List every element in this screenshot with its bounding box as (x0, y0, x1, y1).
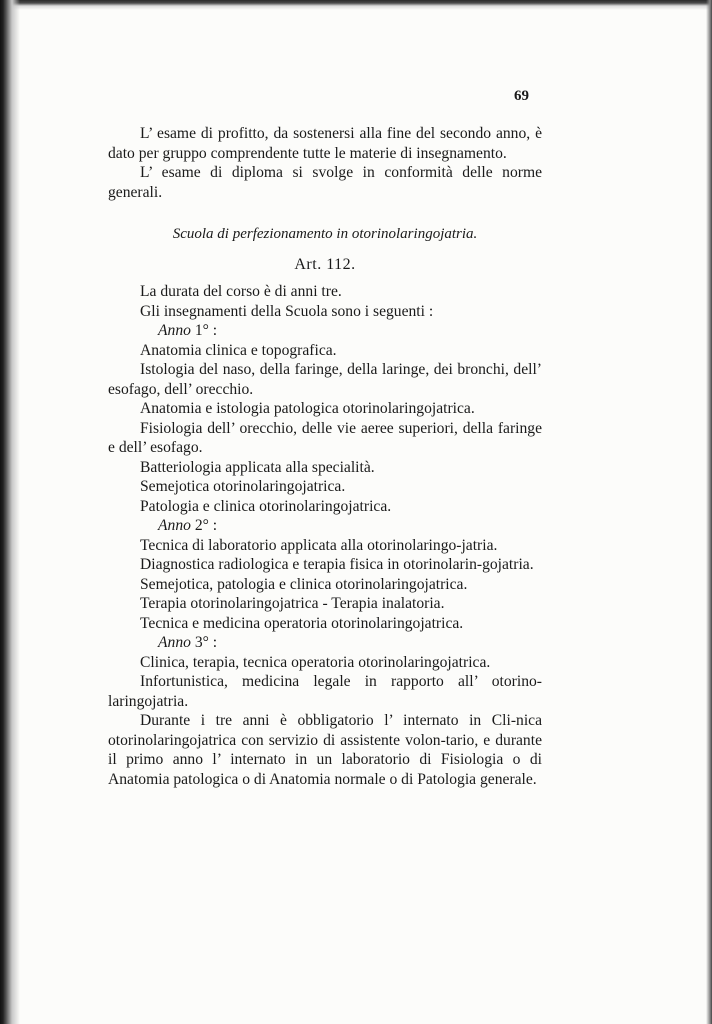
year-2-number: 2° : (194, 517, 218, 534)
list-item: Tecnica e medicina operatoria otorinolaringojatrica. (140, 614, 464, 632)
page-number: 69 (514, 88, 529, 104)
year-1-label: Anno (158, 322, 191, 339)
year-2-label: Anno (158, 517, 191, 534)
scan-right-edge (706, 0, 712, 1024)
article-intro-1: La durata del corso è di anni tre. (140, 283, 342, 300)
list-item: Anatomia e istologia patologica otorinolaringojatrica. (140, 400, 475, 417)
list-item: Semejotica otorinolaringojatrica. (140, 478, 346, 495)
article-title: Art. 112. (294, 255, 356, 273)
list-item: Terapia otorinolaringojatrica - Terapia inalatoria. (140, 595, 445, 612)
school-title: Scuola di perfezionamento in otorinolaringojatria. (172, 226, 478, 242)
year-2-heading (108, 516, 542, 536)
intro-paragraph-1: L’ esame di profitto, da sostenersi alla fine del secondo anno, è dato per gruppo comprendente tutte le materie di insegnamento. (108, 125, 542, 162)
list-item: Clinica, terapia, tecnica operatoria otorinolaringojatrica. (140, 653, 491, 671)
list-item: Fisiologia dell’ orecchio, delle vie aeree superiori, della faringe e dell’ esofago. (108, 419, 542, 456)
intro-paragraph-2: L’ esame di diploma si svolge in conformità delle norme generali. (108, 164, 542, 201)
list-item: Patologia e clinica otorinolaringojatrica. (140, 497, 392, 515)
year-1-number: 1° : (194, 322, 218, 339)
page-body (108, 124, 542, 789)
list-item: Semejotica, patologia e clinica otorinolaringojatrica. (140, 575, 468, 593)
closing-paragraph: Durante i tre anni è obbligatorio l’ internato in Cli-nica otorinolaringojatrica con servizio di assistente volon-tario, e durante il primo anno l’ internato in un laboratorio di Fisiologia o di Anatomia patologica o di Anatomia normale o di Patologia generale. (108, 712, 542, 788)
list-item: Batteriologia applicata alla specialità. (140, 458, 375, 476)
list-item: Tecnica di laboratorio applicata alla otorinolaringo-jatria. (140, 536, 498, 554)
list-item: Anatomia clinica e topografica. (140, 341, 337, 359)
list-item: Infortunistica, medicina legale in rapporto all’ otorino-laringojatria. (108, 673, 542, 710)
scan-binding-edge (0, 0, 20, 1024)
scan-top-edge (0, 0, 712, 10)
article-intro-2: Gli insegnamenti della Scuola sono i seguenti : (140, 302, 434, 320)
list-item: Diagnostica radiologica e terapia fisica in otorinolarin-gojatria. (140, 556, 534, 573)
year-3-heading (108, 633, 542, 653)
list-item: Istologia del naso, della faringe, della laringe, dei bronchi, dell’ esofago, dell’ orecchio. (108, 361, 542, 398)
year-3-number: 3° : (194, 634, 218, 651)
year-1-heading (108, 321, 542, 341)
year-3-label: Anno (158, 634, 191, 651)
